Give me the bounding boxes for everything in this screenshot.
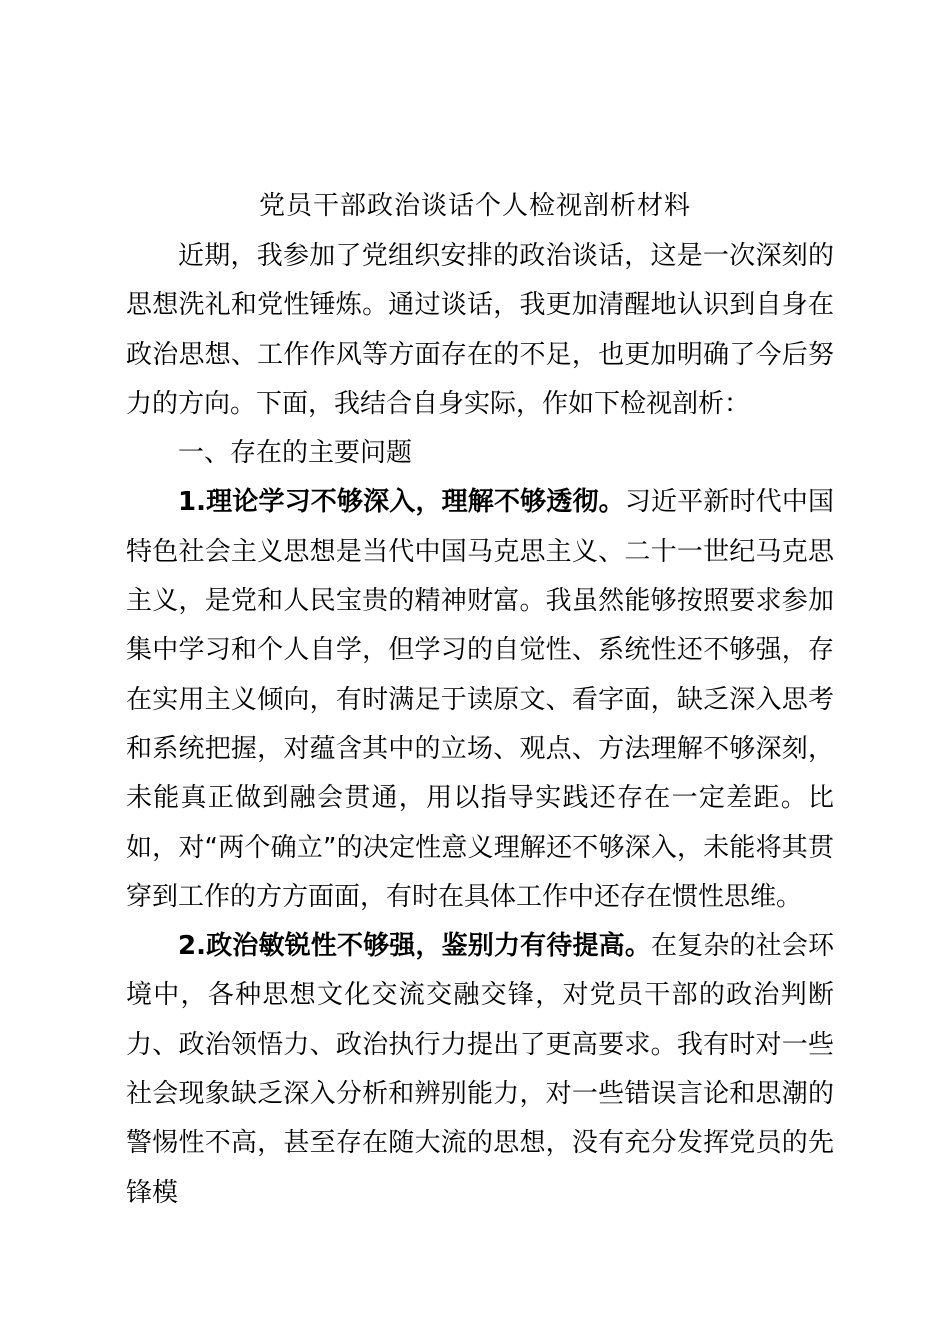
problem-item-1 <box>126 478 834 922</box>
problem-item-2 <box>126 922 834 1218</box>
problem-item-1-text: 习近平新时代中国特色社会主义思想是当代中国马克思主义、二十一世纪马克思主义，是党和人民宝贵的精神财富。我虽然能够按照要求参加集中学习和个人自学，但学习的自觉性、系统性还不够强，存在实用主义倾向，有时满足于读原文、看字面，缺乏深入思考和系统把握，对蕴含其中的立场、观点、方法理解不够深刻，未能真正做到融会贯通，用以指导实践还存在一定差距。比如，对“两个确立”的决定性意义理解还不够深入，未能将其贯穿到工作的方方面面，有时在具体工作中还存在惯性思维。 <box>126 487 834 912</box>
section-heading: 一、存在的主要问题 <box>178 438 413 469</box>
problem-item-2-lead: 2.政治敏锐性不够强，鉴别力有待提高。 <box>178 931 651 962</box>
problem-item-1-lead: 1.理论学习不够深入，理解不够透彻。 <box>178 487 625 518</box>
document-title: 党员干部政治谈话个人检视剖析材料 <box>258 191 691 221</box>
intro-paragraph: 近期，我参加了党组织安排的政治谈话，这是一次深刻的思想洗礼和党性锤炼。通过谈话，我更加清醒地认识到自身在政治思想、工作作风等方面存在的不足，也更加明确了今后努力的方向。下面，我结合自身实际，作如下检视剖析： <box>126 241 834 419</box>
problem-item-2-text: 在复杂的社会环境中，各种思想文化交流交融交锋，对党员干部的政治判断力、政治领悟力、政治执行力提出了更高要求。我有时对一些社会现象缺乏深入分析和辨别能力，对一些错误言论和思潮的警惕性不高，甚至存在随大流的思想，没有充分发挥党员的先锋模 <box>126 931 834 1208</box>
document-body <box>126 232 834 1218</box>
